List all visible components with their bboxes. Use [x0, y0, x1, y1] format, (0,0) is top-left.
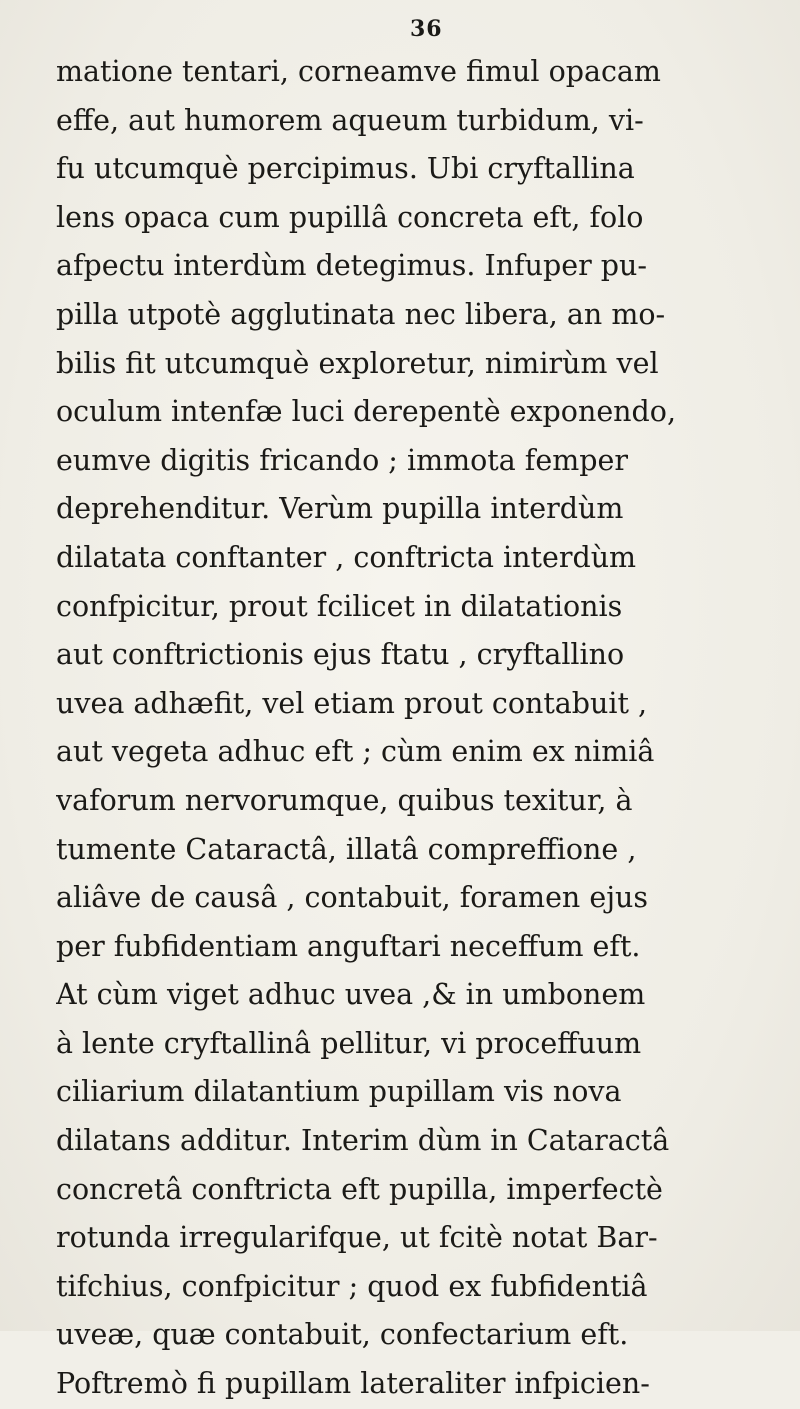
text-line: bilis fit utcumquè exploretur, nimirùm vel — [56, 346, 659, 380]
text-line: aut conftrictionis ejus ftatu , cryftallino — [56, 638, 625, 672]
text-line: afpectu interdùm detegimus. Infuper pu- — [56, 249, 648, 283]
text-line: lens opaca cum pupillâ concreta eft, folo — [56, 200, 644, 234]
text-line: effe, aut humorem aqueum turbidum, vi- — [56, 103, 644, 137]
text-line: At cùm viget adhuc uvea ,& in umbonem — [56, 978, 646, 1012]
text-line: vaforum nervorumque, quibus texitur, à — [56, 783, 633, 817]
text-line: aut vegeta adhuc eft ; cùm enim ex nimiâ — [56, 735, 655, 769]
text-line: uveæ, quæ contabuit, confectarium eft. — [56, 1318, 629, 1352]
text-line: aliâve de causâ , contabuit, foramen ejus — [56, 881, 649, 915]
text-line: ciliarium dilatantium pupillam vis nova — [56, 1075, 622, 1109]
text-line: uvea adhæfit, vel etiam prout contabuit , — [56, 686, 648, 720]
text-line: deprehenditur. Verùm pupilla interdùm — [56, 492, 624, 526]
text-line: per fubfidentiam anguftari neceffum eft. — [56, 929, 641, 963]
text-line: rotunda irregularifque, ut fcitè notat Bar- — [56, 1221, 658, 1255]
text-line: fu utcumquè percipimus. Ubi cryftallina — [56, 152, 635, 186]
body-text — [56, 48, 776, 1409]
text-line: oculum intenfæ luci derepentè exponendo, — [56, 395, 677, 429]
text-line: pilla utpotè agglutinata nec libera, an mo- — [56, 297, 666, 331]
text-line: Poftremò fi pupillam lateraliter infpicien- — [56, 1367, 650, 1401]
text-line: à lente cryftallinâ pellitur, vi proceffuum — [56, 1026, 642, 1060]
text-line: eumve digitis fricando ; immota femper — [56, 443, 628, 477]
text-line: dilatans additur. Interim dùm in Cataractâ — [56, 1124, 670, 1158]
text-line: confpicitur, prout fcilicet in dilatationis — [56, 589, 623, 623]
page-number: 36 — [410, 16, 443, 42]
text-line: tumente Cataractâ, illatâ compreffione , — [56, 832, 637, 866]
text-line: dilatata conftanter , conftricta interdùm — [56, 540, 637, 574]
text-line: matione tentari, corneamve fimul opacam — [56, 55, 661, 88]
text-line: concretâ conftricta eft pupilla, imperfectè — [56, 1172, 663, 1206]
text-line: tifchius, confpicitur ; quod ex fubfidentiâ — [56, 1269, 648, 1303]
